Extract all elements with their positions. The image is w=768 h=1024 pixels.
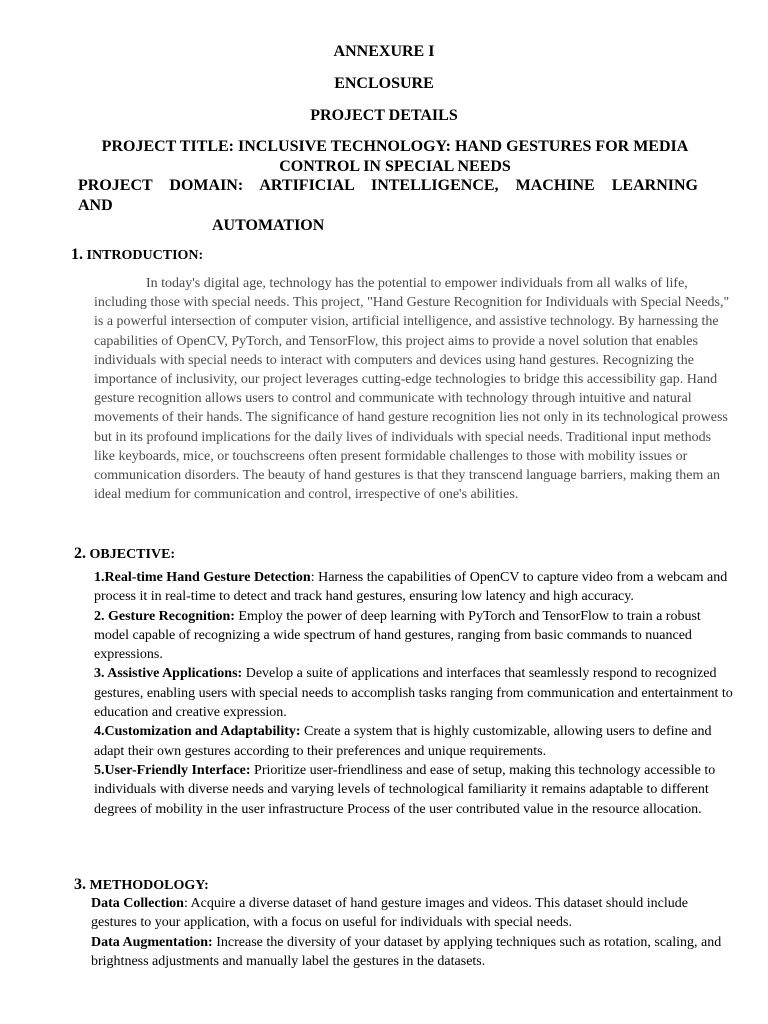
objective-title: OBJECTIVE:	[89, 547, 176, 562]
project-title-line1: PROJECT TITLE: INCLUSIVE TECHNOLOGY: HAND GESTURES FOR MEDIA	[101, 138, 689, 155]
methodology-heading	[74, 876, 209, 895]
objective-item	[94, 607, 734, 665]
introduction-heading	[71, 246, 203, 265]
project-title-line2: CONTROL IN SPECIAL NEEDS	[279, 158, 511, 175]
introduction-title: INTRODUCTION:	[86, 248, 204, 263]
introduction-body	[94, 274, 730, 504]
objective-item-text: Prioritize user-friendliness and ease of setup, making this technology accessible to individuals with diverse needs and varying levels of technological familiarity it remains adaptable to different degrees of mobility in the user infrastructure Process of the user contributed value in the resource allocation.	[94, 762, 716, 817]
objective-heading	[74, 545, 175, 564]
introduction-text: In today's digital age, technology has the potential to empower individuals from all walks of life, including those with special needs. This project, "Hand Gesture Recognition for Individuals with Special Needs," is a powerful intersection of computer vision, artificial intelligence, and assistive technology. By harnessing the capabilities of OpenCV, PyTorch, and TensorFlow, this project aims to provide a novel solution that enables individuals with special needs to interact with computers and devices using hand gestures. Recognizing the importance of inclusivity, our project leverages cutting-edge technologies to bridge this accessibility gap. Hand gesture recognition allows users to control and communicate with technology through intuitive and natural movements of their hands. The significance of hand gesture recognition lies not only in its technological prowess but in its profound implications for the daily lives of individuals with special needs. Traditional input methods like keyboards, mice, or touchscreens often present formidable challenges to those with mobility issues or communication disorders. The beauty of hand gestures is that they transcend language barriers, making them an ideal medium for communication and control, irrespective of one's abilities.	[94, 276, 730, 503]
project-domain-line1: PROJECT DOMAIN: ARTIFICIAL INTELLIGENCE, MACHINE LEARNING	[78, 177, 698, 194]
objective-number: 2.	[74, 545, 86, 562]
methodology-item-label: Data Collection	[91, 896, 184, 911]
objective-item-text: Create a system that is highly customizable, allowing users to define and adapt their own gestures according to their preferences and unique requirements.	[94, 724, 712, 759]
project-domain-line3: AUTOMATION	[212, 217, 325, 234]
annexure-heading: ANNEXURE I	[333, 43, 435, 60]
objective-list	[94, 568, 734, 819]
methodology-list	[91, 894, 731, 971]
objective-item	[94, 761, 734, 819]
methodology-number: 3.	[74, 876, 86, 893]
objective-item-label: 1.Real-time Hand Gesture Detection	[94, 570, 311, 585]
objective-item-text: Harness the capabilities of OpenCV to capture video from a webcam and process it in real-time to detect and track hand gestures, ensuring low latency and high accuracy.	[94, 570, 728, 605]
methodology-item: Data Collection: Acquire a diverse dataset of hand gesture images and videos. This dataset should include gestures to your application, with a focus on useful for individuals with special needs.	[91, 896, 688, 931]
objective-item-text: Employ the power of deep learning with PyTorch and TensorFlow to train a robust model capable of recognizing a wide spectrum of hand gestures, ranging from basic commands to nuanced expressions.	[94, 608, 701, 663]
objective-item-label: 4.Customization and Adaptability:	[94, 724, 301, 740]
methodology-item	[91, 933, 731, 972]
enclosure-heading: ENCLOSURE	[334, 75, 434, 92]
introduction-number: 1.	[71, 246, 83, 263]
project-domain-line2: AND	[78, 197, 113, 214]
project-details-heading: PROJECT DETAILS	[310, 107, 458, 124]
objective-item	[94, 722, 734, 761]
methodology-item-label: Data Augmentation:	[91, 934, 213, 950]
methodology-item-text: Acquire a diverse dataset of hand gesture images and videos. This dataset should include gestures to your application, with a focus on useful for individuals with special needs.	[91, 896, 688, 931]
objective-item: 1.Real-time Hand Gesture Detection: Harness the capabilities of OpenCV to capture video from a webcam and process it in real-time to detect and track hand gestures, ensuring low latency and high accuracy.	[94, 570, 728, 605]
objective-item-text: Develop a suite of applications and interfaces that seamlessly respond to recognized gestures, enabling users with special needs to accomplish tasks ranging from communication and entertainment to education and creative expression.	[94, 666, 733, 721]
objective-item-label: 3. Assistive Applications:	[94, 666, 243, 682]
methodology-item-text: Increase the diversity of your dataset by applying techniques such as rotation, scaling, and brightness adjustments and manually label the gestures in the datasets.	[91, 934, 722, 969]
methodology-title: METHODOLOGY:	[89, 878, 209, 893]
objective-item-label: 2. Gesture Recognition:	[94, 608, 235, 624]
objective-item	[94, 664, 734, 722]
objective-item-label: 5.User-Friendly Interface:	[94, 762, 251, 778]
